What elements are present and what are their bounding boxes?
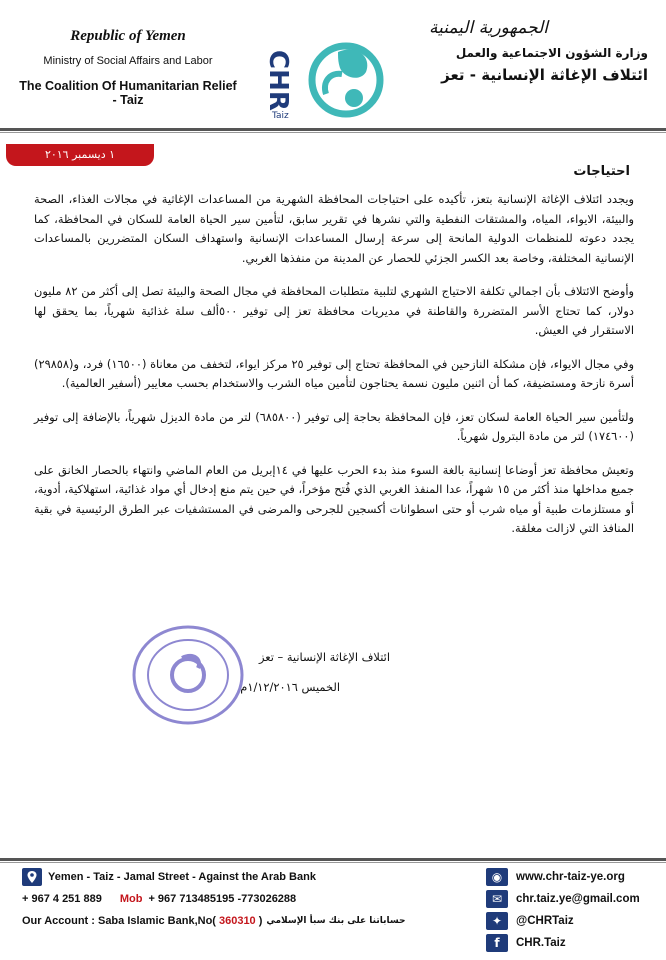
chr-logo	[263, 22, 384, 126]
mobile-label: Mob	[119, 893, 143, 905]
signature-org: ائتلاف الإغاثة الإنسانية – تعز	[258, 650, 390, 664]
globe-icon: ◉	[486, 868, 508, 886]
twitter-link[interactable]: @CHRTaiz	[516, 915, 574, 927]
letter-subject: احتياجات	[573, 164, 630, 179]
header-divider-thin	[0, 132, 666, 133]
date-badge: ١ ديسمبر ٢٠١٦	[6, 144, 154, 166]
facebook-icon: f	[486, 934, 508, 952]
paragraph: ويجدد ائتلاف الإغاثة الإنسانية بتعز، تأكيده على احتياجات المحافظة الشهرية من المساعدات الإغاثية في مجالات الغذاء، الصحة والبيئة، الايواء، المياه، والمشتقات النفطية والتي نشرها في تقرير سابق، لتأمين سير الحياة العامة للسكان في المحافظة، كما يجدد دعوته للمنظمات الدولية المانحة إلى سرعة إرسال المساعدات الإنسانية واستهداف السكان المتضررين بالمساعدات الإنسانية المختلفة، وخاصة بعد الكسر الجزئي للحصار عن المدينة من منفذها الغربي.	[34, 192, 634, 265]
header-english	[18, 28, 238, 107]
country-name-en: Republic of Yemen	[70, 28, 186, 44]
email-row	[486, 888, 656, 910]
paragraph: وأوضح الائتلاف بأن اجمالي تكلفة الاحتياج الشهري لتلبية متطلبات المحافظة في مجال الصحة والبيئة تصل إلى أكثر من ٨٢ مليون دولار، كما تحتاج الأسر المتضررة والقاطنة في مديريات محافظة تعز إلى توفير ٥٠٠ألف سلة غذائية شهرياً، بما يحقق لها الاستقرار في العيش.	[34, 284, 634, 337]
letter-body	[34, 190, 634, 553]
logo-dot	[345, 89, 363, 107]
footer-address-row	[22, 866, 462, 888]
account-close: )	[258, 915, 263, 927]
footer-account-row	[22, 910, 462, 932]
footer-divider-thin	[0, 862, 666, 863]
header-arabic	[408, 18, 648, 84]
website-row	[486, 866, 656, 888]
website-link[interactable]: www.chr-taiz-ye.org	[516, 871, 625, 883]
account-number: 360310	[218, 915, 256, 927]
signature-block	[0, 640, 666, 730]
ministry-name-ar: وزارة الشؤون الاجتماعية والعمل	[455, 46, 648, 60]
footer-phone-row	[22, 888, 462, 910]
logo-text: CHR	[263, 50, 293, 111]
country-name-ar: الجمهورية اليمنية	[428, 18, 548, 38]
paragraph: وفي مجال الايواء، فإن مشكلة النازحين في المحافظة تحتاج إلى توفير ٢٥ مركز ايواء، لتخفف من معاناة (١٦٥٠٠) فرد، و(٢٩٨٥٨) أسرة نازحة ومستضيفة، كما أن اثنين مليون نسمة يحتاجون لتأمين مياه الشرب والاستخدام بحسب معايير (أسفير العالمية).	[34, 356, 634, 390]
mobile-numbers: + 967 713485195 -773026288	[148, 893, 297, 905]
account-label-ar: حساباتنا على بنك سبأ الإسلامي	[266, 916, 406, 926]
header-divider	[0, 128, 666, 131]
paragraph: ولتأمين سير الحياة العامة لسكان تعز، فإن المحافظة بحاجة إلى توفير (٦٨٥٨٠٠) لتر من مادة الديزل شهرياً، بالإضافة إلى توفير (١٧٤٦٠٠) لتر من مادة البترول شهرياً.	[34, 409, 634, 443]
mail-icon: ✉	[486, 890, 508, 908]
address-text: Yemen - Taiz - Jamal Street - Against the Arab Bank	[48, 871, 316, 883]
facebook-row	[486, 932, 656, 954]
twitter-row	[486, 910, 656, 932]
coalition-name-ar: ائتلاف الإغاثة الإنسانية - تعز	[441, 66, 648, 84]
footer-divider	[0, 858, 666, 861]
phone-text: + 967 4 251 889	[22, 893, 102, 905]
logo-sub: Taiz	[272, 111, 289, 121]
ministry-name-en: Ministry of Social Affairs and Labor	[43, 55, 213, 67]
signature-date: الخميس ١/١٢/٢٠١٦م	[240, 680, 340, 694]
paragraph: وتعيش محافظة تعز أوضاعا إنسانية بالغة السوء منذ بدء الحرب عليها في ١٤إبريل من العام الماضي وانتهاء بالحصار الخانق على جميع مداخلها منذ أكثر من ١٥ شهراً، عدا المنفذ الغربي الذي فُتح مؤخراً، في حين يتم منع إدخال أي مواد غذائية، استهلاكية، أدوية، أو مستلزمات طبية أو مياه شرب أو حتى اسطوانات أكسجين للجرحى والمرضى في المستشفيات عبر الطرق الرئيسية في بقية المنافذ التي لازالت مغلقة.	[34, 462, 634, 535]
facebook-link[interactable]: CHR.Taiz	[516, 937, 566, 949]
footer-contact	[22, 866, 462, 932]
account-label: Our Account : Saba Islamic Bank,No(	[22, 915, 216, 927]
logo-stem	[325, 74, 342, 94]
email-link[interactable]: chr.taiz.ye@gmail.com	[516, 893, 640, 905]
coalition-name-en: The Coalition Of Humanitarian Relief - Taiz	[19, 79, 237, 107]
footer-online	[486, 866, 656, 954]
twitter-icon: ✦	[486, 912, 508, 930]
location-pin-icon	[22, 868, 42, 886]
